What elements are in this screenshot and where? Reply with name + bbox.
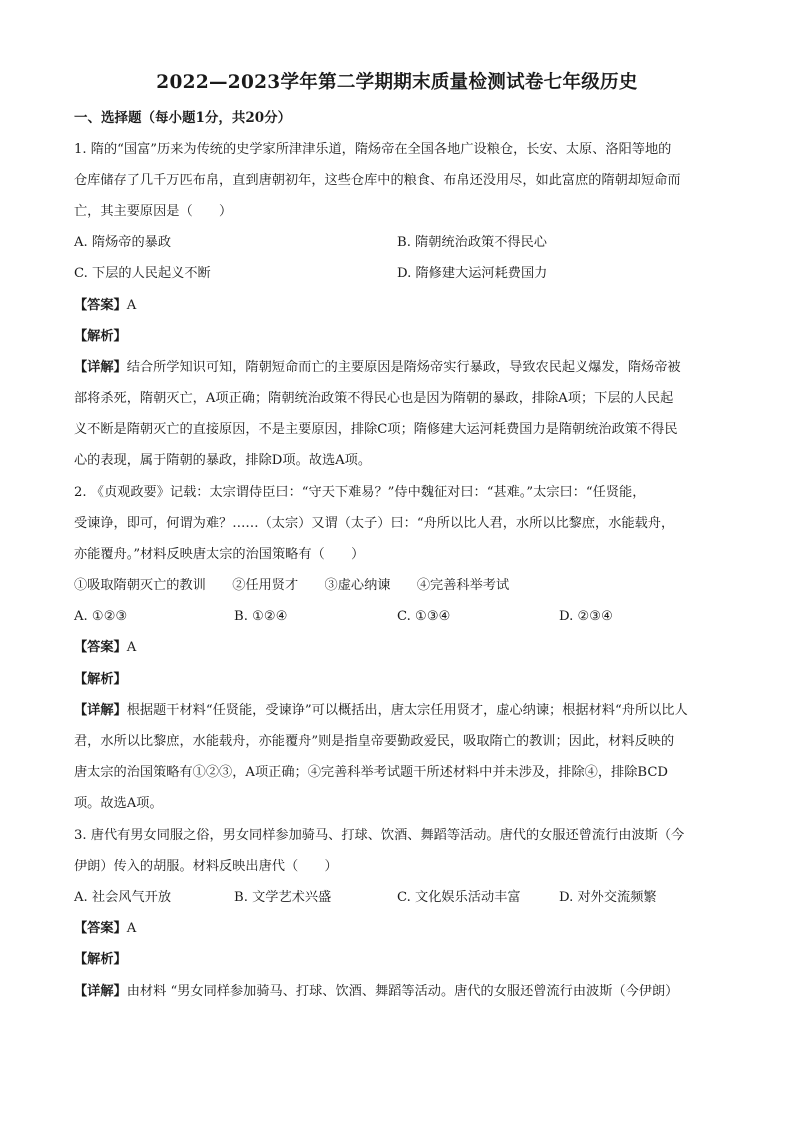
- detail-text: 结合所学知识可知，隋朝短命而亡的主要原因是隋炀帝实行暴政，导致农民起义爆发，隋炀帝被: [126, 360, 681, 375]
- answer-value: A: [126, 921, 137, 936]
- q1-stem-line: 1. 隋的“国富”历来为传统的史学家所津津乐道，隋炀帝在全国各地广设粮仓，长安、太原、洛阳等地的: [74, 142, 672, 157]
- q3-detail-line: [74, 982, 724, 1002]
- q2-detail-line: 唐太宗的治国策略有①②③，A项正确；④完善科举考试题干所述材料中并未涉及，排除④，排除BCD: [74, 765, 668, 780]
- exam-title: 2022—2023学年第二学期期末质量检测试卷七年级历史: [156, 72, 638, 93]
- q3-option-d: D. 对外交流频繁: [559, 890, 657, 905]
- answer-tag: 【答案】: [74, 640, 127, 655]
- q1-analysis-tag: 【解析】: [74, 329, 127, 344]
- section-heading: 一、选择题（每小题1分，共20分）: [74, 110, 292, 126]
- q1-detail-line: 部将杀死，隋朝灭亡，A项正确；隋朝统治政策不得民心也是因为隋朝的暴政，排除A项；下层的人民起: [74, 391, 674, 406]
- q1-option-c: C. 下层的人民起义不断: [74, 266, 211, 281]
- q1-option-b: B. 隋朝统治政策不得民心: [397, 235, 547, 250]
- q3-answer: [74, 919, 724, 939]
- answer-value: A: [126, 298, 137, 313]
- detail-tag: 【详解】: [74, 703, 127, 718]
- q3-stem-line: 3. 唐代有男女同服之俗，男女同样参加骑马、打球、饮酒、舞蹈等活动。唐代的女服还曾流行由波斯（今: [74, 828, 685, 843]
- q2-answer: [74, 638, 724, 658]
- q2-analysis-tag: 【解析】: [74, 672, 127, 687]
- q1-detail-line: [74, 358, 724, 378]
- q3-option-c: C. 文化娱乐活动丰富: [397, 890, 521, 905]
- q1-stem-line: 仓库储存了几千万匹布帛，直到唐朝初年，这些仓库中的粮食、布帛还没用尽，如此富庶的隋朝却短命而: [74, 173, 681, 188]
- q1-option-d: D. 隋修建大运河耗费国力: [397, 266, 548, 281]
- q1-detail-line: 义不断是隋朝灭亡的直接原因，不是主要原因，排除C项；隋修建大运河耗费国力是隋朝统治政策不得民: [74, 422, 678, 437]
- answer-value: A: [126, 640, 137, 655]
- q2-stem-line: 受谏诤，即可，何谓为难？……（太宗）又谓（太子）曰：“舟所以比人君，水所以比黎庶，水能载舟，: [74, 516, 675, 531]
- detail-text: 由材料 “男女同样参加骑马、打球、饮酒、舞蹈等活动。唐代的女服还曾流行由波斯（今伊朗）: [126, 984, 679, 999]
- q1-stem-line: 亡，其主要原因是（ ）: [74, 204, 233, 219]
- q2-option-c: C. ①③④: [397, 609, 451, 624]
- q3-option-b: B. 文学艺术兴盛: [234, 890, 332, 905]
- q3-stem-line: 伊朗）传入的胡服。材料反映出唐代（ ）: [74, 859, 338, 874]
- detail-tag: 【详解】: [74, 360, 127, 375]
- q3-option-a: A. 社会风气开放: [74, 890, 172, 905]
- q2-stem-line: 2. 《贞观政要》记载：太宗谓侍臣曰：“守天下难易？”侍中魏征对曰：“甚难。”太宗曰：“任贤能，: [74, 485, 646, 500]
- q2-detail-line: 君，水所以比黎庶，水能载舟，亦能覆舟”则是指皇帝要勤政爱民，吸取隋亡的教训；因此，材料反映的: [74, 734, 675, 749]
- detail-tag: 【详解】: [74, 984, 127, 999]
- answer-tag: 【答案】: [74, 921, 127, 936]
- q1-detail-line: 心的表现，属于隋朝的暴政，排除D项。故选A项。: [74, 453, 372, 468]
- q2-detail-line: [74, 701, 724, 721]
- q3-analysis-tag: 【解析】: [74, 952, 127, 967]
- answer-tag: 【答案】: [74, 298, 127, 313]
- q1-option-a: A. 隋炀帝的暴政: [74, 235, 172, 250]
- detail-text: 根据题干材料“任贤能，受谏诤”可以概括出，唐太宗任用贤才，虚心纳谏；根据材料“舟所以比人: [126, 703, 688, 718]
- q2-statements: ①吸取隋朝灭亡的教训 ②任用贤才 ③虚心纳谏 ④完善科举考试: [74, 578, 510, 593]
- q2-stem-line: 亦能覆舟。”材料反映唐太宗的治国策略有（ ）: [74, 547, 365, 562]
- q2-option-b: B. ①②④: [234, 609, 288, 624]
- q2-detail-line: 项。故选A项。: [74, 796, 163, 811]
- q2-option-d: D. ②③④: [559, 609, 613, 624]
- q1-answer: [74, 296, 724, 316]
- q2-option-a: A. ①②③: [74, 609, 128, 624]
